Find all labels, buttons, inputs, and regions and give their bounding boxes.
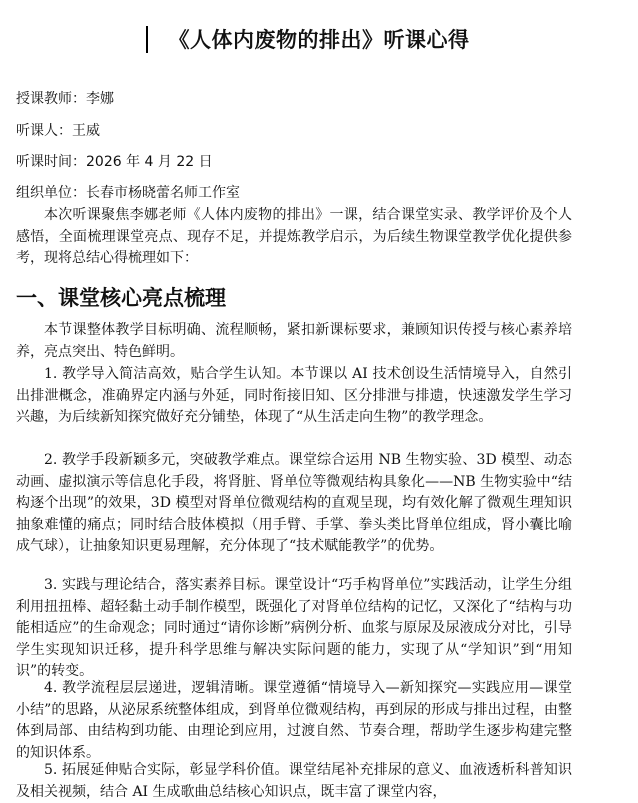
section-lead-paragraph: 本节课整体教学目标明确、流程顺畅，紧扣新课标要求，兼顾知识传授与核心素养培养，亮点突出、特色鲜明。: [16, 322, 572, 360]
point-1-paragraph: 1. 教学导入简洁高效，贴合学生认知。本节课以 AI 技术创设生活情境导入，自然引出排泄概念，准确界定内涵与外延，同时衔接旧知、区分排泄与排遗，快速激发学生学习兴趣，为后续新知探究做好充分铺垫，体现了“从生活走向生物”的教学理念。: [16, 366, 572, 426]
point-5-paragraph: 5. 拓展延伸贴合实际，彰显学科价值。课堂结尾补充排尿的意义、血液透析科普知识及相关视频，结合 AI 生成歌曲总结核心知识点，既丰富了课堂内容，: [16, 762, 572, 800]
meta-date: 听课时间：2026 年 4 月 22 日: [16, 154, 213, 170]
document-title: 《人体内废物的排出》听课心得: [168, 28, 470, 52]
section-heading: 一、课堂核心亮点梳理: [16, 286, 226, 310]
meta-teacher: 授课教师：李娜: [16, 91, 114, 107]
point-2-paragraph: 2. 教学手段新颖多元，突破教学难点。课堂综合运用 NB 生物实验、3D 模型、动态动画、虚拟演示等信息化手段，将肾脏、肾单位等微观结构具象化——NB 生物实验中“结构逐个出现”的效果，3D 模型对肾单位微观结构的直观呈现，均有效化解了微观生理知识抽象难懂的痛点；同时结合肢体模拟（用手臂、手掌、拳头类比肾单位组成，肾小囊比喻成气球），让抽象知识更易理解，充分体现了“技术赋能教学”的优势。: [16, 452, 572, 555]
point-3-paragraph: 3. 实践与理论结合，落实素养目标。课堂设计“巧手构肾单位”实践活动，让学生分组利用扭扭棒、超轻黏土动手制作模型，既强化了对肾单位结构的记忆，又深化了“结构与功能相适应”的生命观念；同时通过“请你诊断”病例分析、血浆与原尿及尿液成分对比，引导学生实现知识迁移，提升科学思维与解决实际问题的能力，实现了从“学知识”到“用知识”的转变。: [16, 577, 572, 680]
meta-listener: 听课人：王威: [16, 123, 100, 139]
meta-organizer: 组织单位：长春市杨晓蕾名师工作室: [16, 185, 240, 201]
point-4-paragraph: 4. 教学流程层层递进，逻辑清晰。课堂遵循“情境导入—新知探究—实践应用—课堂小结”的思路，从泌尿系统整体组成，到肾单位微观结构，再到尿的形成与排出过程，由整体到局部、由结构到功能、由理论到应用，过渡自然、节奏合理，帮助学生逐步构建完整的知识体系。: [16, 680, 572, 761]
intro-paragraph: 本次听课聚焦李娜老师《人体内废物的排出》一课，结合课堂实录、教学评价及个人感悟，全面梳理课堂亮点、现存不足，并提炼教学启示，为后续生物课堂教学优化提供参考，现将总结心得梳理如下：: [16, 207, 572, 267]
